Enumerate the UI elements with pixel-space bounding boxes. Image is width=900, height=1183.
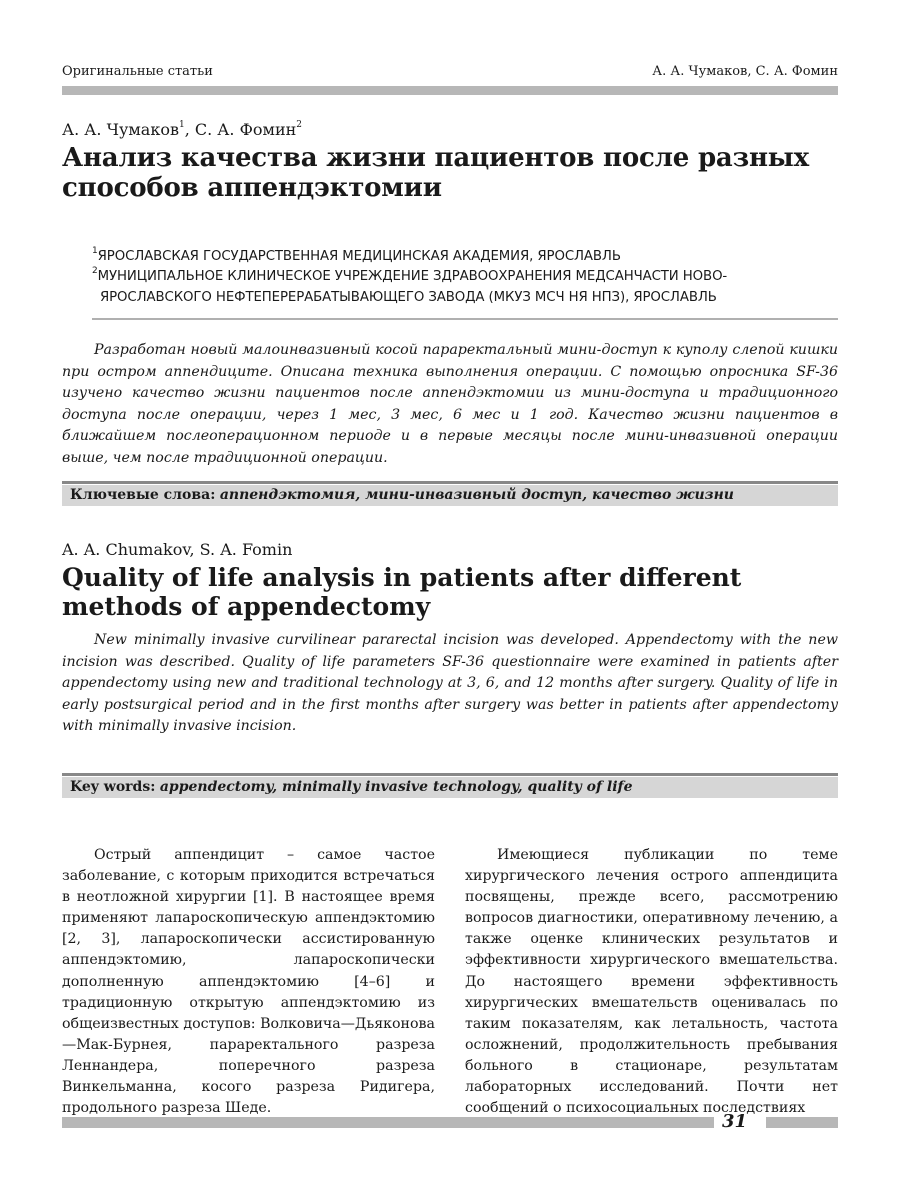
author-separator: ,	[184, 120, 195, 139]
keywords-en-top-rule	[62, 773, 838, 776]
affiliation-2-line-2: ЯРОСЛАВСКОГО НЕФТЕПЕРЕРАБАТЫВАЮЩЕГО ЗАВОДА (МКУЗ МСЧ НЯ НПЗ), ЯРОСЛАВЛЬ	[100, 290, 717, 305]
authors-en: A. A. Chumakov, S. A. Fomin	[62, 540, 293, 559]
author-2-sup: 2	[296, 120, 303, 130]
affiliation-2-line-1: МУНИЦИПАЛЬНОЕ КЛИНИЧЕСКОЕ УЧРЕЖДЕНИЕ ЗДРАВООХРАНЕНИЯ МЕДСАНЧАСТИ НОВО-	[97, 269, 728, 284]
body-column-left	[62, 845, 435, 1119]
abstract-en-text: New minimally invasive curvilinear pararectal incision was developed. Appendectomy with the new incision was described. Quality of life parameters SF-36 questionnaire were examined in patients after appendectomy using new and traditional technology at 3, 6, and 12 months after surgery. Quality of life in early postsurgical period and in the first months after surgery was better in patients after appendectomy with minimally invasive incision.	[62, 632, 838, 735]
keywords-ru-text: аппендэктомия, мини-инвазивный доступ, качество жизни	[219, 487, 734, 503]
title-en-line-2: methods of appendectomy	[62, 592, 431, 621]
affiliation-2	[92, 266, 852, 308]
affiliation-1	[92, 246, 852, 267]
affiliation-divider	[92, 318, 838, 320]
running-header	[62, 64, 838, 79]
abstract-ru	[62, 340, 838, 470]
body-paragraph-left: Острый аппендицит – самое частое заболевание, с которым приходится встречаться в неотложной хирургии [1]. В настоящее время применяют лапароскопическую аппендэктомию [2, 3], лапароскопически ассистированную аппендэктомию, лапароскопически дополненную аппендэктомию [4–6] и традиционную открытую аппендэктомию из общеизвестных доступов: Волковича—Дьяконова—Мак-Бурнея, параректального разреза Леннандера, поперечного разреза Винкельманна, косого разреза Ридигера, продольного разреза Шеде.	[62, 847, 435, 1117]
title-ru-line-1: Анализ качества жизни пациентов после разных	[62, 143, 809, 173]
body-paragraph-right: Имеющиеся публикации по теме хирургического лечения острого аппендицита посвящены, прежде всего, рассмотрению вопросов диагностики, оперативному лечению, а также оценке клинических результатов и эффективности хирургического вмешательства. До настоящего времени эффективность хирургических вмешательств оценивалась по таким показателям, как летальность, частота осложнений, продолжительность пребывания больного в стационаре, результатам лабораторных исследований. Почти нет сообщений о психосоциальных последствиях	[465, 847, 838, 1117]
body-column-right	[465, 845, 838, 1119]
title-en	[62, 563, 842, 621]
abstract-en	[62, 630, 838, 738]
page-number: 31	[722, 1111, 748, 1132]
affiliation-2-sup: 2	[92, 266, 98, 276]
author-2: С. А. Фомин	[194, 120, 297, 139]
keywords-en-label: Key words:	[70, 779, 156, 795]
keywords-ru	[62, 485, 838, 506]
section-name: Оригинальные статьи	[62, 64, 213, 79]
footer-bar-right	[766, 1117, 838, 1128]
running-authors: А. А. Чумаков, С. А. Фомин	[652, 64, 838, 79]
affiliation-1-text: ЯРОСЛАВСКАЯ ГОСУДАРСТВЕННАЯ МЕДИЦИНСКАЯ АКАДЕМИЯ, ЯРОСЛАВЛЬ	[97, 249, 621, 264]
title-ru-line-2: способов аппендэктомии	[62, 173, 442, 203]
keywords-en	[62, 777, 838, 798]
author-1-sup: 1	[178, 120, 185, 130]
title-en-line-1: Quality of life analysis in patients after different	[62, 563, 742, 592]
title-ru	[62, 143, 842, 203]
header-bar	[62, 86, 838, 95]
author-1: А. А. Чумаков	[62, 120, 179, 139]
keywords-en-text: appendectomy, minimally invasive technology, quality of life	[159, 779, 633, 795]
affiliation-1-sup: 1	[92, 246, 98, 256]
authors-ru	[62, 120, 302, 139]
footer-bar-left	[62, 1117, 714, 1128]
keywords-ru-top-rule	[62, 481, 838, 484]
keywords-ru-label: Ключевые слова:	[70, 487, 216, 503]
abstract-ru-text: Разработан новый малоинвазивный косой параректальный мини-доступ к куполу слепой кишки при остром аппендиците. Описана техника выполнения операции. С помощью опросника SF-36 изучено качество жизни пациентов после аппендэктомии из мини-доступа и традиционного доступа после операции, через 1 мес, 3 мес, 6 мес и 1 год. Качество жизни пациентов в ближайшем послеоперационном периоде и в первые месяцы после мини-инвазивной операции выше, чем после традиционной операции.	[62, 342, 838, 466]
